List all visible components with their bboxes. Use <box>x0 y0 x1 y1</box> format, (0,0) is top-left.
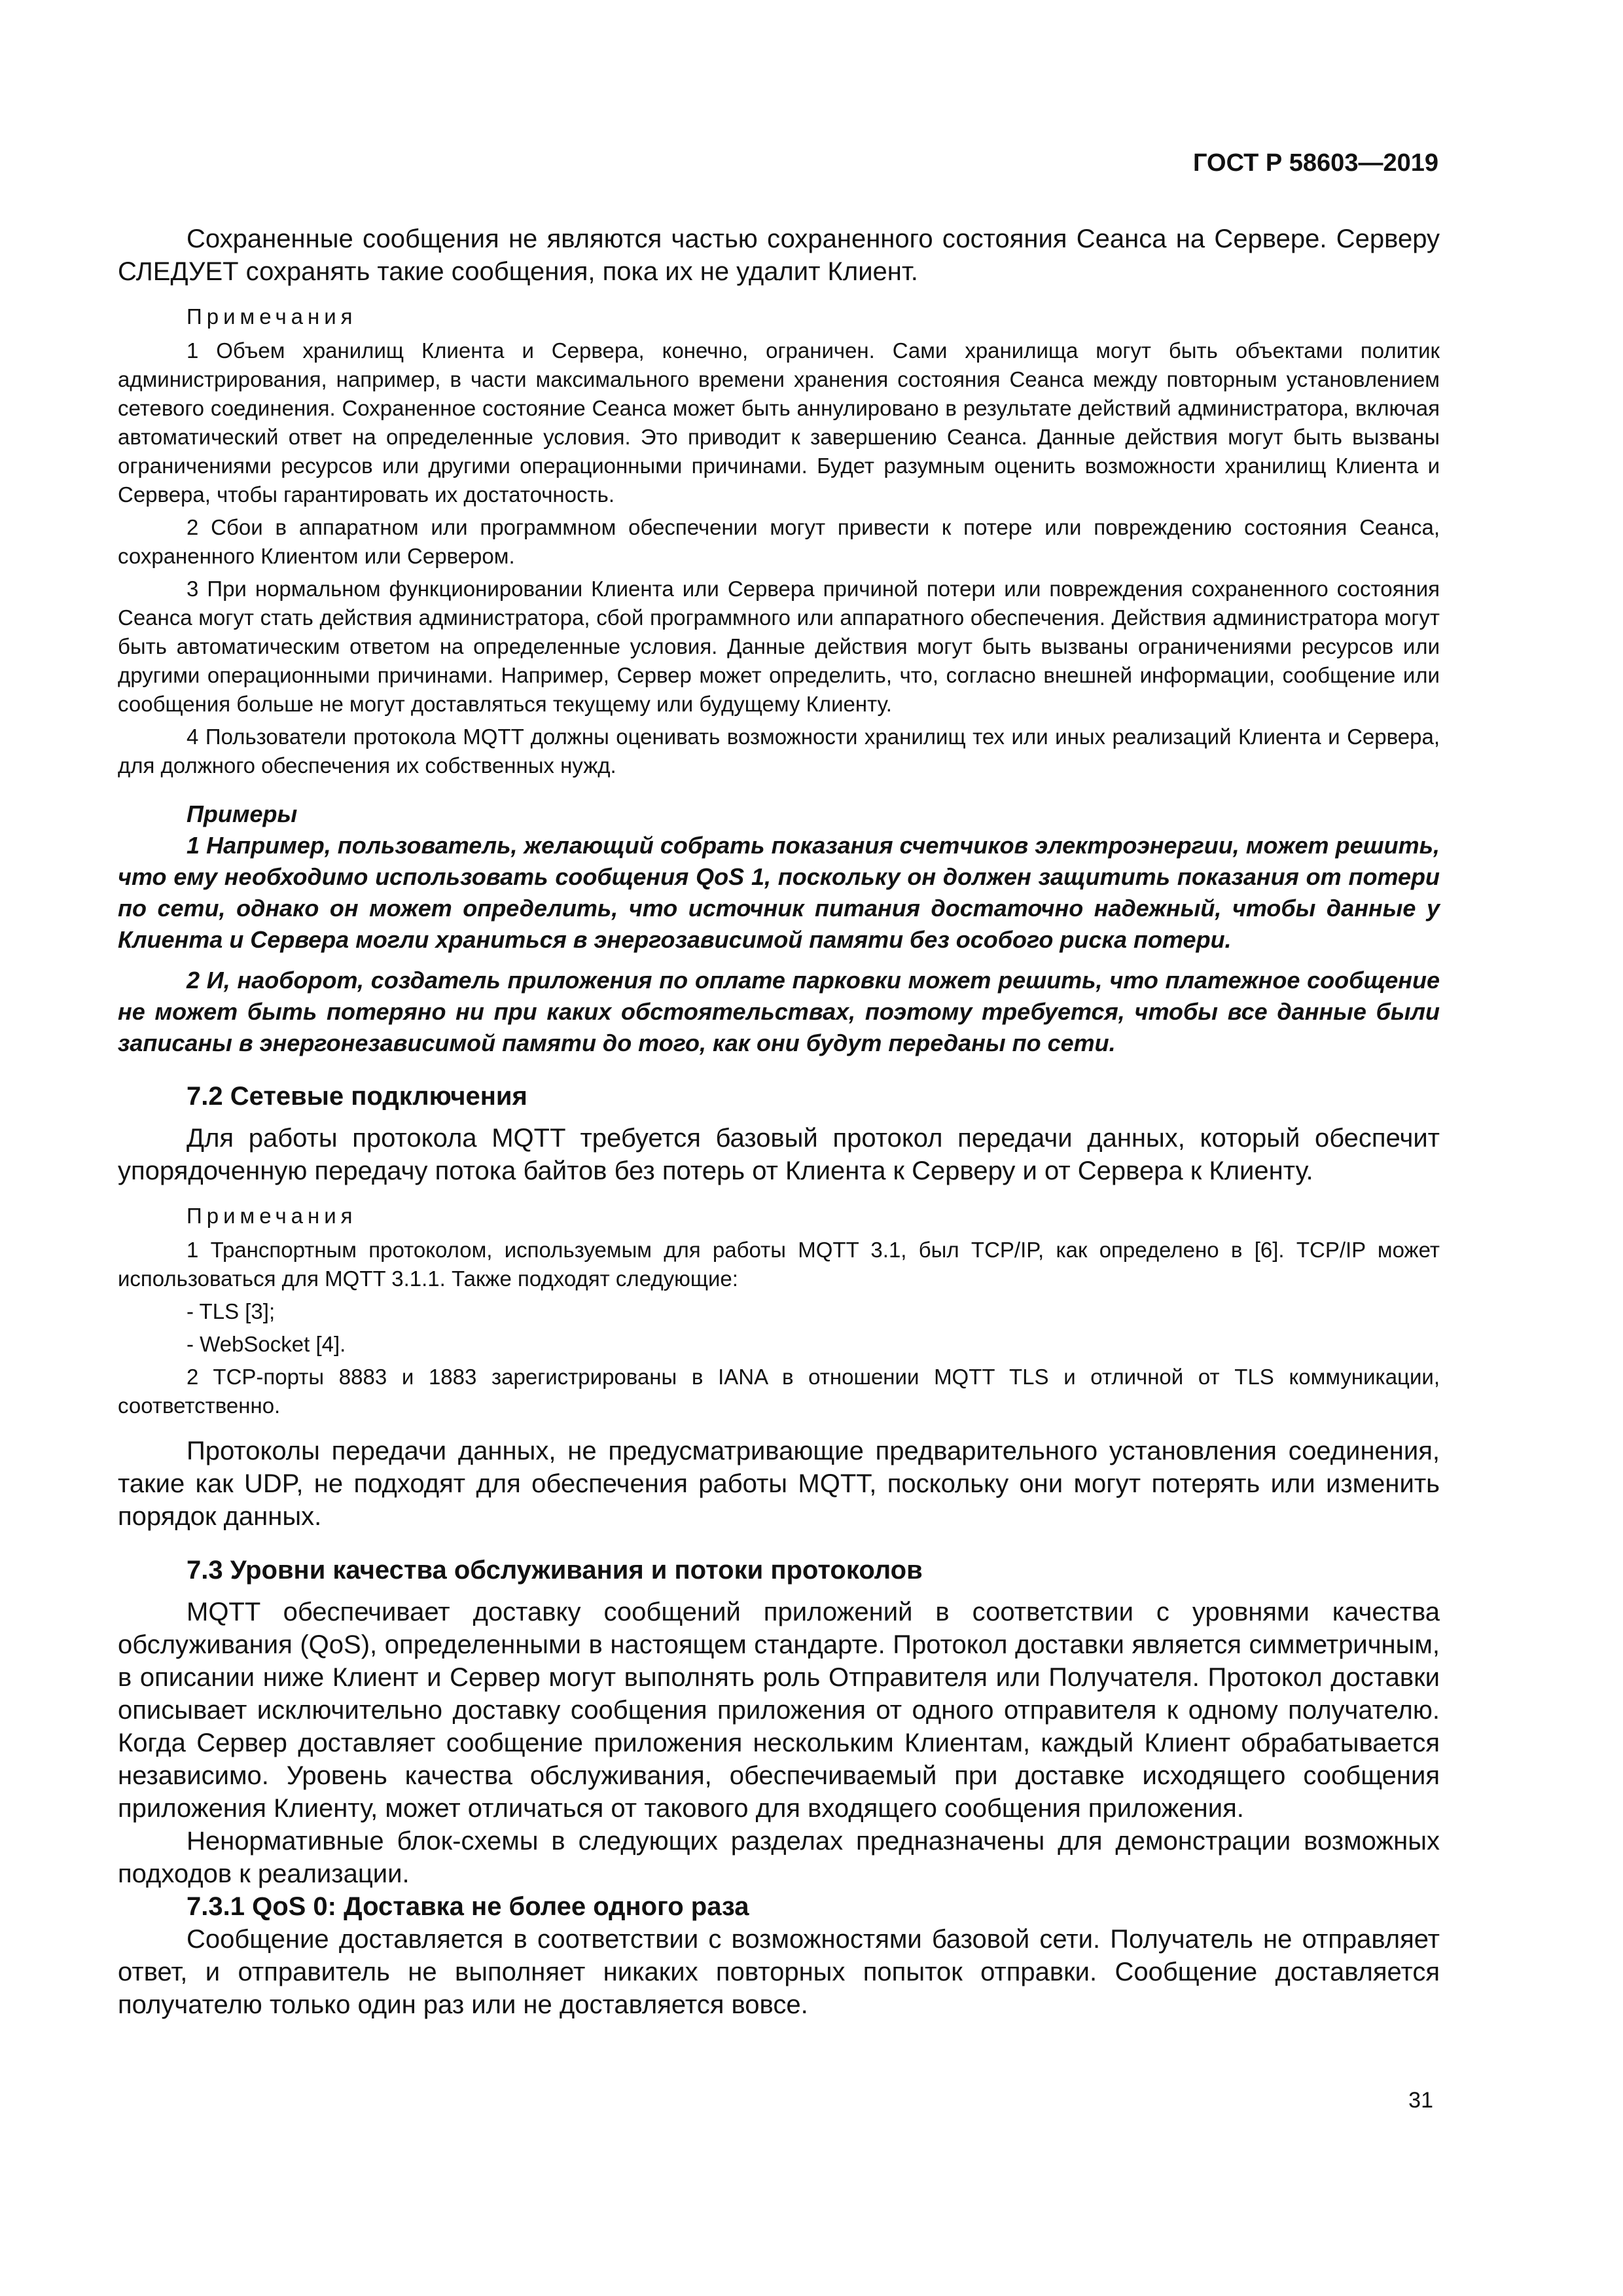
example-1: 1 Например, пользователь, желающий собрать показания счетчиков электроэнергии, может решить, что ему необходимо использовать сообщения QoS 1, поскольку он должен защитить показания от потери по сети, однако он может определить, что источник питания достаточно надежный, чтобы данные у Клиента и Сервера могли храниться в энергозависимой памяти без особого риска потери. <box>118 832 1440 953</box>
notes-label: Примечания <box>187 304 357 329</box>
section-7-3-1-paragraph: Сообщение доставляется в соответствии с возможностями базовой сети. Получатель не отправляет ответ, и отправитель не выполняет никаких повторных попыток отправки. Сообщение доставляется получателю только один раз или не доставляется вовсе. <box>118 1925 1440 2019</box>
note-4: 4 Пользователи протокола MQTT должны оценивать возможности хранилищ тех или иных реализаций Клиента и Сервера, для должного обеспечения их собственных нужд. <box>118 725 1440 778</box>
section-7-2-paragraph: Для работы протокола MQTT требуется базовый протокол передачи данных, который обеспечит упорядоченную передачу потока байтов без потерь от Клиента к Серверу и от Сервера к Клиенту. <box>118 1124 1440 1185</box>
section-7-2-heading: 7.2 Сетевые подключения <box>187 1082 527 1111</box>
section-7-3-paragraph-1: MQTT обеспечивает доставку сообщений приложений в соответствии с уровнями качества обслуживания (QoS), определенными в настоящем стандарте. Протокол доставки является симметричным, в описании ниже Клиент и Сервер могут выполнять роль Отправителя или Получателя. Протокол доставки описывает исключительно доставку сообщения приложения от одного отправителя к одному получателю. Когда Сервер доставляет сообщение приложения нескольким Клиентам, каждый Клиент обрабатывается независимо. Уровень качества обслуживания, обеспечиваемый при доставке исходящего сообщения приложения Клиенту, может отличаться от такового для входящего сообщения приложения. <box>118 1598 1440 1823</box>
list-item-tls: - TLS [3]; <box>187 1299 276 1323</box>
page-number: 31 <box>1408 2088 1433 2113</box>
section-7-3-heading: 7.3 Уровни качества обслуживания и потоки протоколов <box>187 1556 923 1585</box>
section-7-2-after-paragraph: Протоколы передачи данных, не предусматривающие предварительного установления соединения, такие как UDP, не подходят для обеспечения работы MQTT, поскольку они могут потерять или изменить порядок данных. <box>118 1437 1440 1531</box>
notes-label-7-2: Примечания <box>187 1204 357 1228</box>
list-item-websocket: - WebSocket [4]. <box>187 1332 346 1356</box>
note-2: 2 Сбои в аппаратном или программном обеспечении могут привести к потере или повреждению состояния Сеанса, сохраненного Клиентом или Сервером. <box>118 515 1440 568</box>
examples-label: Примеры <box>187 800 298 827</box>
example-2: 2 И, наоборот, создатель приложения по оплате парковки может решить, что платежное сообщение не может быть потеряно ни при каких обстоятельствах, поэтому требуется, чтобы все данные были записаны в энергонезависимой памяти до того, как они будут переданы по сети. <box>118 967 1440 1056</box>
note-7-2-1: 1 Транспортным протоколом, используемым для работы MQTT 3.1, был TCP/IP, как определено в [6]. TCP/IP может использоваться для MQTT 3.1.1. Также подходят следующие: <box>118 1238 1440 1291</box>
page-content <box>118 223 1440 2021</box>
note-7-2-2: 2 TCP-порты 8883 и 1883 зарегистрированы в IANA в отношении MQTT TLS и отличной от TLS коммуникации, соответственно. <box>118 1365 1440 1418</box>
section-7-3-paragraph-2: Ненормативные блок-схемы в следующих разделах предназначены для демонстрации возможных подходов к реализации. <box>118 1827 1440 1888</box>
section-7-3-1-heading: 7.3.1 QoS 0: Доставка не более одного раза <box>187 1892 749 1921</box>
intro-paragraph: Сохраненные сообщения не являются частью сохраненного состояния Сеанса на Сервере. Серверу СЛЕДУЕТ сохранять такие сообщения, пока их не удалит Клиент. <box>118 224 1440 286</box>
note-3: 3 При нормальном функционировании Клиента или Сервера причиной потери или повреждения сохраненного состояния Сеанса могут стать действия администратора, сбой программного или аппаратного обеспечения. Действия администратора могут быть автоматическим ответом на определенные условия. Данные действия могут быть вызваны ограничениями ресурсов или другими операционными причинами. Например, Сервер может определить, что, согласно внешней информации, сообщение или сообщения больше не могут доставляться текущему или будущему Клиенту. <box>118 577 1440 716</box>
note-1: 1 Объем хранилищ Клиента и Сервера, конечно, ограничен. Сами хранилища могут быть объектами политик администрирования, например, в части максимального времени хранения состояния Сеанса между повторным установлением сетевого соединения. Сохраненное состояние Сеанса может быть аннулировано в результате действий администратора, включая автоматический ответ на определенные условия. Это приводит к завершению Сеанса. Данные действия могут быть вызваны ограничениями ресурсов или другими операционными причинами. Будет разумным оценить возможности хранилищ Клиента и Сервера, чтобы гарантировать их достаточность. <box>118 338 1440 507</box>
standard-designation: ГОСТ Р 58603—2019 <box>1193 149 1438 177</box>
